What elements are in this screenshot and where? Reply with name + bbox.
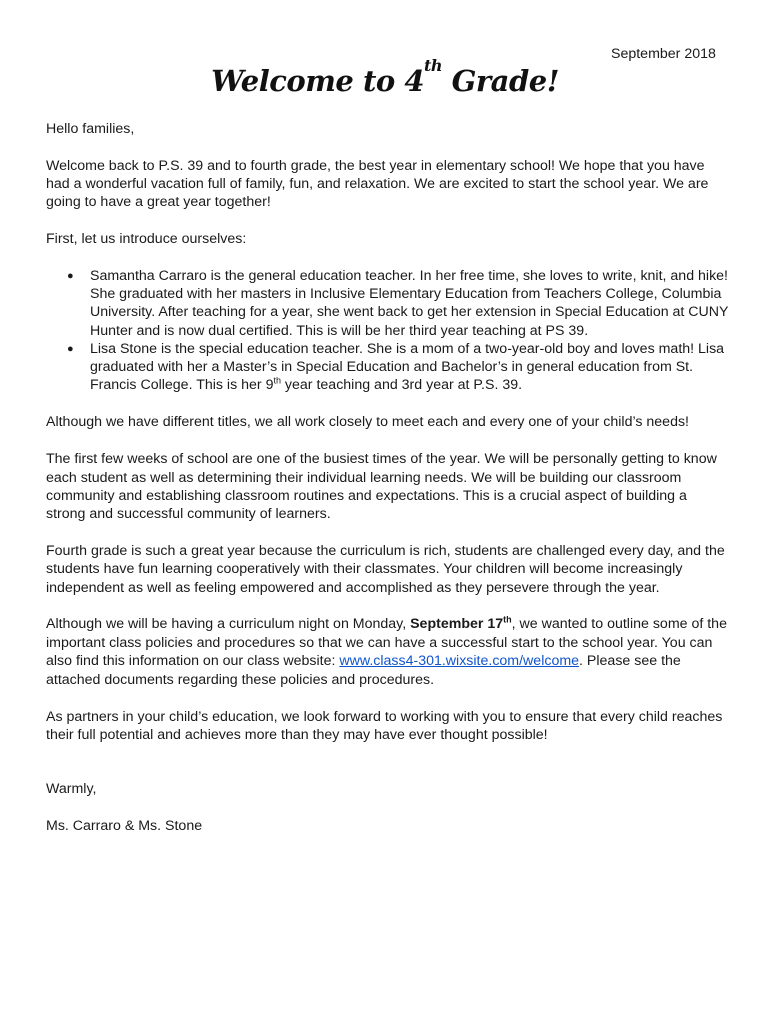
teacher-item-stone [90,340,730,395]
night-text-middle: , we wanted to outline some of the important class policies and procedures so that we can have a successful start to the school year. You can also find this information on our class website: [46,615,727,670]
greeting: Hello families, [46,121,135,137]
letter-body [46,120,730,836]
first-weeks-paragraph: The first few weeks of school are one of the busiest times of the year. We will be personally getting to know each student as well as determining their individual learning needs. We will be building our classroom community and establishing classroom routines and expectations. This is a crucial aspect of building a strong and successful community of learners. [46,451,717,523]
ordinal-sup: th [273,375,281,386]
letter-date: September 2018 [611,46,716,62]
closing: Warmly, [46,781,97,798]
night-date-text: September 17 [410,615,504,632]
class-website-link[interactable]: www.class4-301.wixsite.com/welcome [339,653,580,670]
night-date-ordinal: th [503,614,512,625]
teacher-item-carraro: ● Samantha Carraro is the general education teacher. In her free time, she loves to write, knit, and hike! She graduated with her masters in Inclusive Elementary Education from Teachers College, Columbia University. After teaching for a year, she went back to get her extension in Special Education at CUNY Hunter and is now dual certified. This is will be her third year teaching at PS 39. [90,267,730,340]
letter-title [0,56,770,98]
curriculum-paragraph: Fourth grade is such a great year because the curriculum is rich, students are challenged every day, and the students have fun learning cooperatively with their classmates. Your children will become increasingly independent as well as feeling empowered and accomplished as they persevere through the year. [46,543,725,596]
signature: Ms. Carraro & Ms. Stone [46,818,203,835]
teacher-list [46,267,730,395]
introduce-paragraph: First, let us introduce ourselves: [46,231,247,248]
intro-paragraph: Welcome back to P.S. 39 and to fourth grade, the best year in elementary school! We hope that you have had a wonderful vacation full of family, fun, and relaxation. We are excited to start the school year. We are going to have a great year together! [46,157,709,211]
night-text-end: . Please see the attached documents regarding these policies and procedures. [46,653,681,688]
teacher-stone-text: Lisa Stone is the special education teacher. She is a mom of a two-year-old boy and loves math! Lisa graduated with her a Master’s in Special Education and Bachelor’s in general education from St. Francis College. This is her 9 [90,340,725,394]
title-text-end: Grade! [442,64,559,98]
night-date [410,616,512,632]
teacher-stone-text-end: year teaching and 3rd year at P.S. 39. [280,377,523,394]
partners-paragraph: As partners in your child’s education, we look forward to working with you to ensure that every child reaches their full potential and achieves more than they may have ever thought possible! [46,708,723,744]
titles-paragraph: Although we have different titles, we all work closely to meet each and every one of your child’s needs! [46,414,690,431]
title-ordinal: th [424,56,443,75]
title-text: Welcome to 4 [211,64,424,98]
night-text: Although we will be having a curriculum night on Monday, [46,615,411,632]
curriculum-night-paragraph [46,615,730,689]
